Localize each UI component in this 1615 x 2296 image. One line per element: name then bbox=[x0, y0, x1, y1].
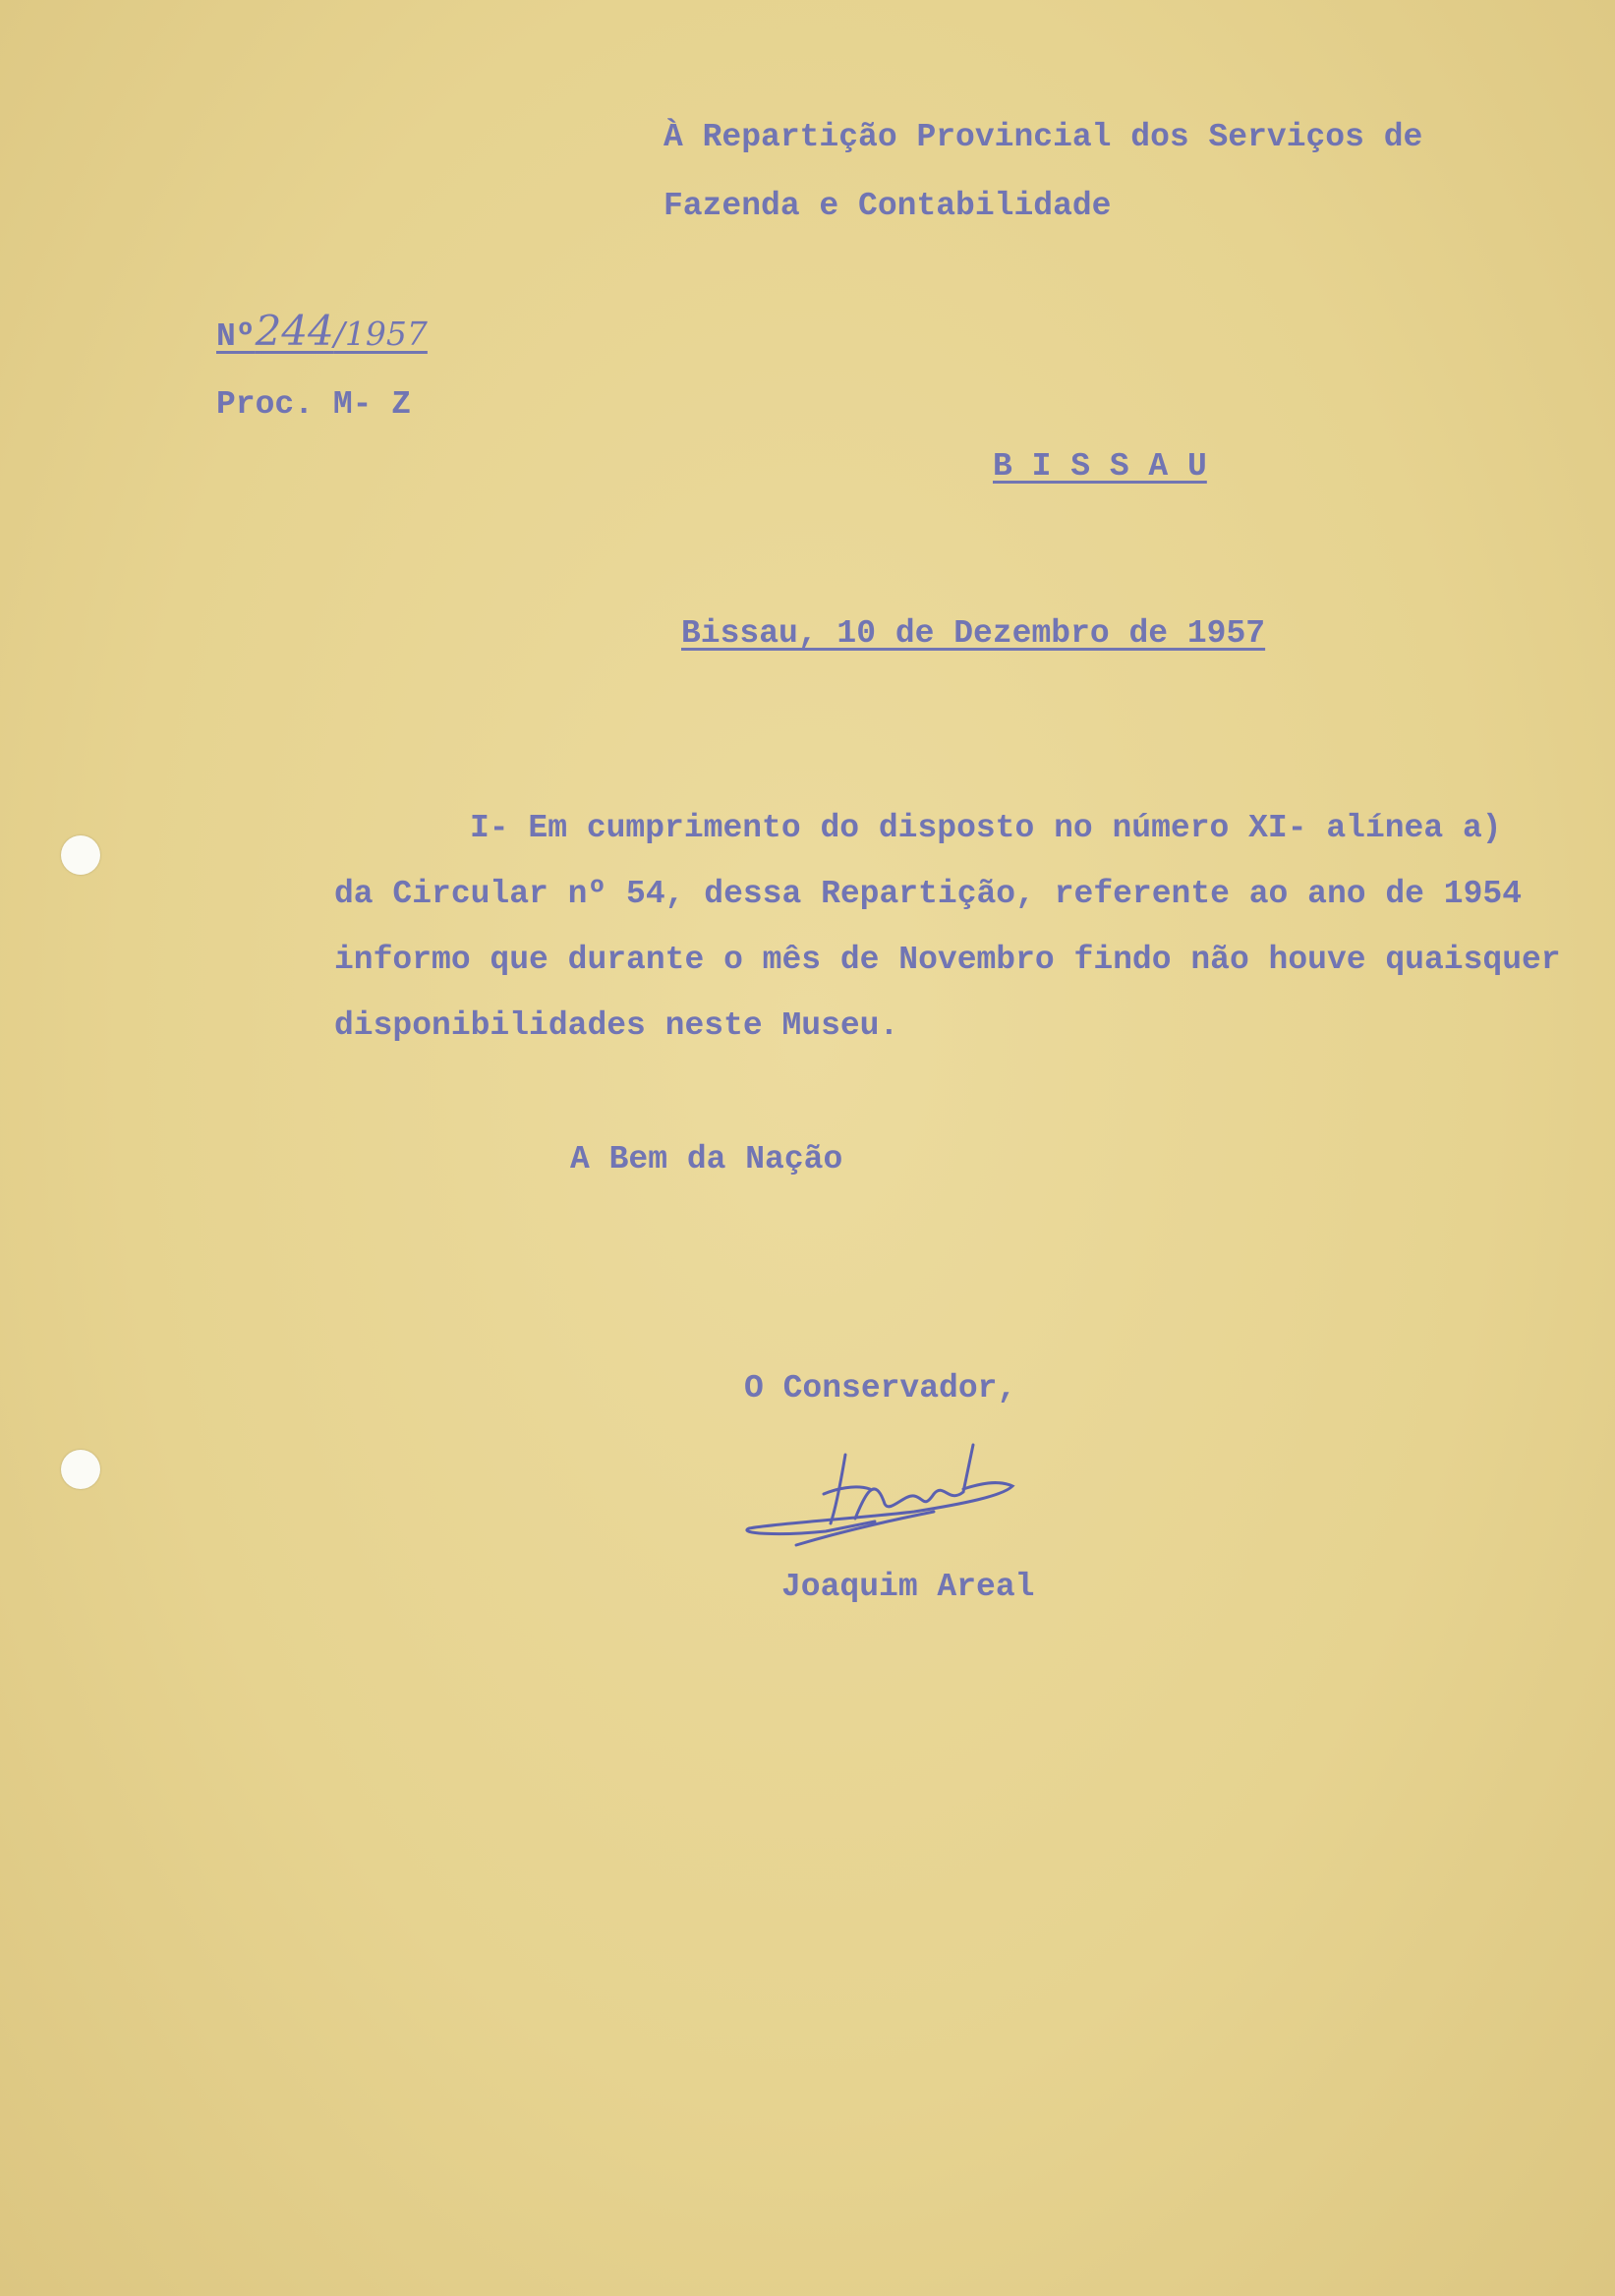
body-line: da Circular nº 54, dessa Repartição, referente ao ano de 1954 bbox=[334, 876, 1522, 912]
punch-hole bbox=[61, 835, 100, 875]
handwritten-signature bbox=[737, 1435, 1071, 1558]
number-prefix: Nº bbox=[216, 318, 256, 355]
body-line: I- Em cumprimento do disposto no número XI- alínea a) bbox=[470, 810, 1502, 846]
date-line: Bissau, 10 de Dezembro de 1957 bbox=[681, 615, 1266, 652]
addressee-line-1: À Repartição Provincial dos Serviços de bbox=[663, 119, 1423, 155]
number-year: /1957 bbox=[333, 315, 428, 353]
destination: B I S S A U bbox=[993, 448, 1207, 485]
process-reference: Proc. M- Z bbox=[216, 386, 412, 423]
signatory-name: Joaquim Areal bbox=[781, 1569, 1035, 1605]
addressee-line-2: Fazenda e Contabilidade bbox=[663, 188, 1112, 224]
body-line: informo que durante o mês de Novembro findo não houve quaisquer bbox=[334, 942, 1561, 978]
signature-title: O Conservador, bbox=[744, 1370, 1017, 1406]
punch-hole bbox=[61, 1450, 100, 1489]
closing-salutation: A Bem da Nação bbox=[570, 1141, 843, 1177]
handwritten-number: 244 bbox=[255, 307, 334, 355]
reference-number bbox=[216, 307, 428, 362]
body-line: disponibilidades neste Museu. bbox=[334, 1007, 899, 1044]
